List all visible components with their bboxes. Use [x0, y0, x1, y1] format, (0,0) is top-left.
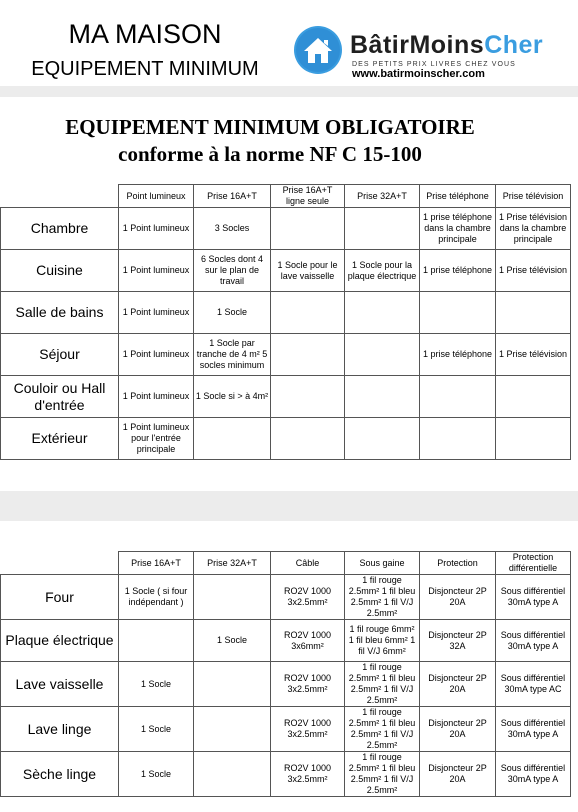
separator-band [0, 491, 578, 521]
table-row [1, 620, 571, 662]
table-cell: 1 Prise télévision [496, 250, 571, 292]
section-title [0, 114, 540, 168]
brand-logo-text [350, 30, 543, 60]
row-header: Lave vaisselle [1, 662, 119, 707]
table-cell [271, 292, 345, 334]
table-cell: 1 Socle [119, 662, 194, 707]
table-cell: 1 Socle si > à 4m² [194, 376, 271, 418]
table-cell: 1 Socle [194, 292, 271, 334]
table-cell: 1 Point lumineux pour l'entrée principale [119, 418, 194, 460]
row-header: Four [1, 575, 119, 620]
row-header: Séjour [1, 334, 119, 376]
table-cell: 1 Point lumineux [119, 292, 194, 334]
row-header: Cuisine [1, 250, 119, 292]
table-cell: Sous différentiel 30mA type A [496, 752, 571, 797]
table-cell: RO2V 1000 3x2.5mm² [271, 752, 345, 797]
section-title-line2: conforme à la norme NF C 15-100 [118, 142, 422, 166]
page-title: MA MAISON [68, 19, 222, 49]
table-cell: Disjoncteur 2P 20A [420, 752, 496, 797]
table-cell: 1 Point lumineux [119, 250, 194, 292]
table-cell: 1 Socle [194, 620, 271, 662]
table-cell [345, 376, 420, 418]
table-row [1, 662, 571, 707]
table-cell [345, 292, 420, 334]
table-cell [420, 418, 496, 460]
table-cell: 1 fil rouge 6mm² 1 fil bleu 6mm² 1 fil V/J 6mm² [345, 620, 420, 662]
brand-part1: BâtirMoins [350, 31, 485, 59]
column-header: Prise 16A+T [119, 552, 194, 575]
table-cell [194, 575, 271, 620]
column-header: Protection différentielle [496, 552, 571, 575]
table-row [1, 752, 571, 797]
table-cell [345, 334, 420, 376]
page-subtitle: EQUIPEMENT MINIMUM [31, 58, 259, 80]
table-cell [420, 376, 496, 418]
table-cell [194, 418, 271, 460]
table-cell: 1 Point lumineux [119, 334, 194, 376]
table-cell: 1 Socle [119, 707, 194, 752]
table-cell: RO2V 1000 3x2.5mm² [271, 662, 345, 707]
table-cell: 1 fil rouge 2.5mm² 1 fil bleu 2.5mm² 1 fil V/J 2.5mm² [345, 707, 420, 752]
website-url: www.batirmoinscher.com [352, 68, 485, 80]
table-cell [271, 418, 345, 460]
table-cell [119, 620, 194, 662]
column-header: Câble [271, 552, 345, 575]
table-cell: Disjoncteur 2P 20A [420, 575, 496, 620]
table-cell: 3 Socles [194, 208, 271, 250]
table-row [1, 376, 571, 418]
table-cell: 1 Socle par tranche de 4 m² 5 socles minimum [194, 334, 271, 376]
row-header: Sèche linge [1, 752, 119, 797]
table-cell: 1 Point lumineux [119, 208, 194, 250]
table-cell [345, 418, 420, 460]
table-cell: 1 prise téléphone [420, 250, 496, 292]
column-header: Prise télévision [496, 185, 571, 208]
brand-tagline: DES PETITS PRIX LIVRES CHEZ VOUS [352, 61, 516, 68]
table-cell [194, 752, 271, 797]
table-cell [271, 208, 345, 250]
row-header: Extérieur [1, 418, 119, 460]
table-cell: Sous différentiel 30mA type A [496, 620, 571, 662]
table-cell: Sous différentiel 30mA type AC [496, 662, 571, 707]
house-icon [293, 25, 343, 75]
table-cell [271, 376, 345, 418]
table-cell: 1 Prise télévision [496, 334, 571, 376]
table-cell [271, 334, 345, 376]
table-cell: 1 Point lumineux [119, 376, 194, 418]
table-cell: 1 fil rouge 2.5mm² 1 fil bleu 2.5mm² 1 fil V/J 2.5mm² [345, 752, 420, 797]
table-row [1, 250, 571, 292]
table-cell [496, 418, 571, 460]
table-cell [420, 292, 496, 334]
row-header: Couloir ou Hall d'entrée [1, 376, 119, 418]
table-cell: RO2V 1000 3x2.5mm² [271, 707, 345, 752]
table-cell: Sous différentiel 30mA type A [496, 575, 571, 620]
column-header: Prise 32A+T [194, 552, 271, 575]
table-cell: 1 Socle pour la plaque électrique [345, 250, 420, 292]
table-cell: RO2V 1000 3x2.5mm² [271, 575, 345, 620]
page-header [0, 0, 578, 95]
column-header: Point lumineux [119, 185, 194, 208]
table-row [1, 707, 571, 752]
table-cell [496, 376, 571, 418]
table-header-row [1, 185, 571, 208]
table-cell: 1 Socle ( si four indépendant ) [119, 575, 194, 620]
column-header: Prise 16A+T ligne seule [271, 185, 345, 208]
table-cell: 6 Socles dont 4 sur le plan de travail [194, 250, 271, 292]
row-header: Plaque électrique [1, 620, 119, 662]
table-cell: 1 fil rouge 2.5mm² 1 fil bleu 2.5mm² 1 fil V/J 2.5mm² [345, 662, 420, 707]
table-cell: 1 Socle [119, 752, 194, 797]
column-header: Prise téléphone [420, 185, 496, 208]
brand-part2: Cher [484, 31, 544, 59]
column-header: Protection [420, 552, 496, 575]
table-cell: Sous différentiel 30mA type A [496, 707, 571, 752]
row-header: Chambre [1, 208, 119, 250]
table-header-row [1, 552, 571, 575]
table-cell: Disjoncteur 2P 32A [420, 620, 496, 662]
row-header: Lave linge [1, 707, 119, 752]
rooms-equipment-table [0, 184, 571, 460]
table-row [1, 208, 571, 250]
column-header: Prise 32A+T [345, 185, 420, 208]
table-cell [496, 292, 571, 334]
row-header: Salle de bains [1, 292, 119, 334]
column-header: Prise 16A+T [194, 185, 271, 208]
table-cell: 1 prise téléphone dans la chambre principale [420, 208, 496, 250]
table-cell: 1 Prise télévision dans la chambre principale [496, 208, 571, 250]
table-cell: 1 fil rouge 2.5mm² 1 fil bleu 2.5mm² 1 fil V/J 2.5mm² [345, 575, 420, 620]
section-title-line1: EQUIPEMENT MINIMUM OBLIGATOIRE [65, 115, 475, 139]
table-cell [345, 208, 420, 250]
table-row [1, 292, 571, 334]
table-cell: 1 prise téléphone [420, 334, 496, 376]
appliances-wiring-table [0, 551, 571, 797]
table-row [1, 334, 571, 376]
table-cell [194, 707, 271, 752]
table-cell: Disjoncteur 2P 20A [420, 662, 496, 707]
table-row [1, 418, 571, 460]
table-cell: RO2V 1000 3x6mm² [271, 620, 345, 662]
separator-band [0, 86, 578, 97]
table-row [1, 575, 571, 620]
column-header: Sous gaine [345, 552, 420, 575]
table-cell: 1 Socle pour le lave vaisselle [271, 250, 345, 292]
table-cell: Disjoncteur 2P 20A [420, 707, 496, 752]
table-cell [194, 662, 271, 707]
